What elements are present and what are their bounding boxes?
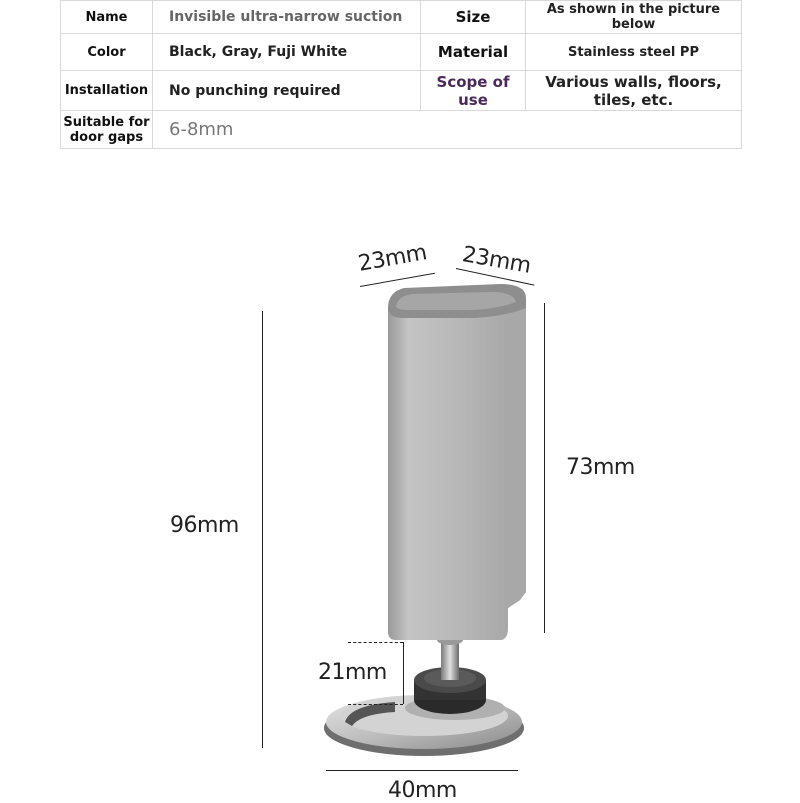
scope-label: Scope of use [421, 71, 526, 111]
stem-bottom-dash [348, 704, 403, 705]
installation-label: Installation [61, 71, 153, 111]
material-value: Stainless steel PP [526, 34, 742, 71]
stem-top-dash [348, 642, 403, 643]
stem-height-line [403, 642, 404, 704]
size-value: As shown in the picture below [526, 1, 742, 34]
top-left-width-label: 23mm [356, 240, 429, 277]
body-height-label: 73mm [566, 455, 635, 480]
size-label: Size [421, 1, 526, 34]
total-height-label: 96mm [170, 513, 239, 538]
base-width-line [326, 770, 518, 771]
base-diameter-label: 40mm [388, 778, 457, 803]
scope-value: Various walls, floors, tiles, etc. [526, 71, 742, 111]
name-value: Invisible ultra-narrow suction [153, 1, 421, 34]
body-height-line [544, 303, 545, 633]
installation-value: No punching required [153, 71, 421, 111]
door-gap-label: Suitable for door gaps [61, 111, 153, 149]
color-value: Black, Gray, Fuji White [153, 34, 421, 71]
main-body [388, 284, 526, 640]
door-gap-value: 6-8mm [153, 111, 742, 149]
total-height-line [262, 311, 263, 748]
top-right-depth-label: 23mm [460, 242, 533, 279]
color-label: Color [61, 34, 153, 71]
material-label: Material [421, 34, 526, 71]
stem-height-label: 21mm [318, 660, 387, 685]
name-label: Name [61, 1, 153, 34]
